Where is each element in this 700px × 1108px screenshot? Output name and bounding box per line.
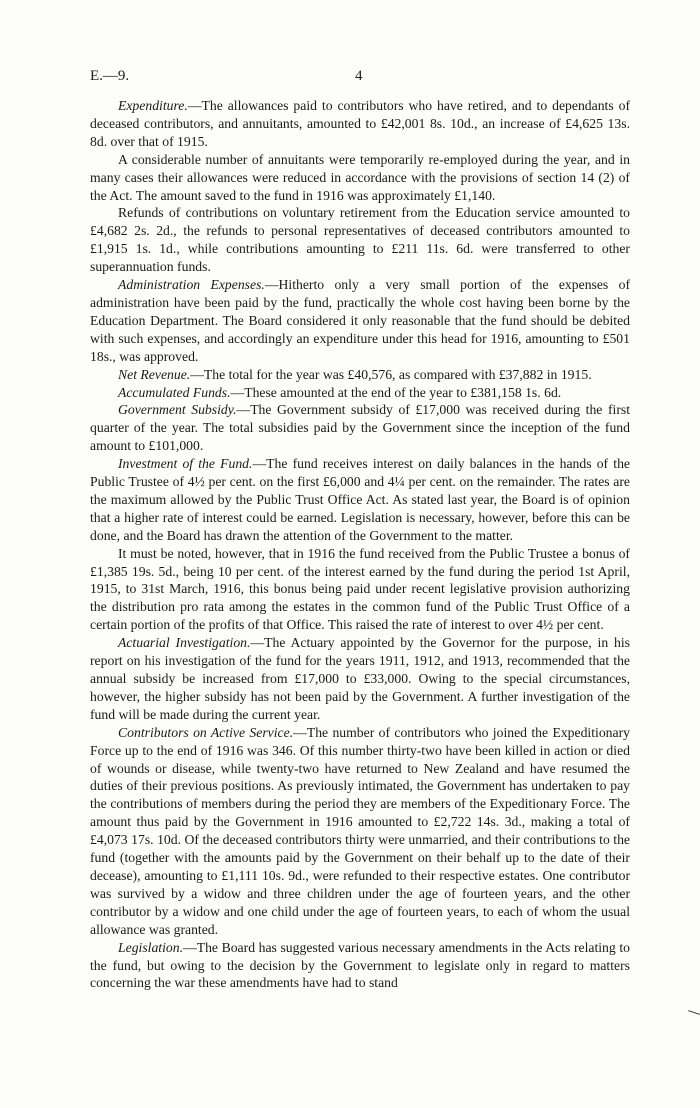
paragraph-text: —The allowances paid to contributors who have retired, and to dependants of deceased contributors, and annuitants, amounted to £42,001 8s. 10d., an increase of £4,625 13s. 8d. over that of 1915. <box>90 98 630 149</box>
paragraph-actuarial-investigation <box>90 634 630 724</box>
paragraph-text: —The Board has suggested various necessary amendments in the Acts relating to the fund, but owing to the decision by the Government to legislate only in regard to matters concerning the war these amendments have had to stand <box>90 939 630 991</box>
document-reference: E.—9. <box>90 68 130 84</box>
paragraph-heading: Government Subsidy. <box>118 402 237 418</box>
paragraph-text: —The number of contributors who joined the Expeditionary Force up to the end of 1916 was 346. Of this number thirty-two have been killed in action or died of wounds or disease, while twenty-two have returned to New Zealand and have resumed the duties of their previous positions. As previously intimated, the Government has undertaken to pay the contributions of members during the period they are members of the Expeditionary Force. The amount thus paid by the Government in 1916 amounted to £2,722 14s. 3d., making a total of £4,073 17s. 10d. Of the deceased contributors thirty were unmarried, and their contributions to the fund (together with the amounts paid by the Government on their behalf up to the date of their decease), amounting to £1,111 10s. 9d., were refunded to their respective estates. One contributor was survived by a widow and three children under the age of fourteen years, and the other contributor by a widow and one child under the age of fourteen years, to each of whom the usual allowance was granted. <box>90 724 630 937</box>
paragraph-annuitants <box>90 151 630 205</box>
paragraph-text: —The total for the year was £40,576, as compared with £37,882 in 1915. <box>190 366 592 382</box>
paragraph-active-service <box>90 724 630 939</box>
paragraph-heading: Legislation. <box>118 939 184 955</box>
paragraph-legislation <box>90 939 630 993</box>
paragraph-heading: Actuarial Investigation. <box>118 635 251 651</box>
paragraph-text: A considerable number of annuitants were temporarily re-employed during the year, and in many cases their allowances were reduced in accordance with the provisions of section 14 (2) of the Act. The amount saved to the fund in 1916 was approximately £1,140. <box>90 151 630 203</box>
paragraph-heading: Net Revenue. <box>118 366 191 382</box>
paragraph-refunds <box>90 204 630 276</box>
paragraph-public-trustee-bonus <box>90 545 630 635</box>
paragraph-text: —These amounted at the end of the year to £381,158 1s. 6d. <box>230 384 562 400</box>
paragraph-text: —Hitherto only a very small portion of the expenses of administration have been paid by the fund, practically the whole cost having been borne by the Education Department. The Board considered it only reasonable that the fund should be debited with such expenses, and accordingly an expenditure under this head for 1916, amounting to £501 18s., was approved. <box>90 277 630 364</box>
paragraph-government-subsidy <box>90 401 630 455</box>
paragraph-text: —The Actuary appointed by the Governor for the purpose, in his report on his investigation of the fund for the years 1911, 1912, and 1913, recommended that the annual subsidy be increased from £17,000 to £33,000. Owing to the special circumstances, however, the higher subsidy has not been paid by the Government. A further investigation of the fund will be made during the current year. <box>90 635 630 722</box>
paragraph-investment <box>90 455 630 545</box>
page-header <box>90 68 630 88</box>
paragraph-text: Refunds of contributions on voluntary retirement from the Education service amounted to £4,682 2s. 2d., the refunds to personal representatives of deceased contributors amounted to £1,915 1s. 1d., while contributions amounting to £211 11s. 6d. were transferred to other superannuation funds. <box>90 205 630 275</box>
scan-edge-mark <box>688 1010 700 1015</box>
paragraph-heading: Administration Expenses. <box>118 277 265 293</box>
paragraph-heading: Accumulated Funds. <box>118 384 231 400</box>
body-text <box>90 97 630 992</box>
paragraph-net-revenue <box>90 366 630 384</box>
paragraph-expenditure <box>90 97 630 151</box>
paragraph-heading: Expenditure. <box>118 98 188 113</box>
paragraph-accumulated-funds <box>90 384 630 402</box>
paragraph-heading: Investment of the Fund. <box>118 456 253 472</box>
paragraph-text: —The fund receives interest on daily balances in the hands of the Public Trustee of 4½ per cent. on the first £6,000 and 4¼ per cent. on the remainder. The rates are the maximum allowed by the Public Trust Office Act. As stated last year, the Board is of opinion that a higher rate of interest could be earned. Legislation is necessary, however, before this can be done, and the Board has drawn the attention of the Government to the matter. <box>90 456 630 543</box>
paragraph-heading: Contributors on Active Service. <box>118 724 294 740</box>
paragraph-administration-expenses <box>90 276 630 366</box>
paragraph-text: It must be noted, however, that in 1916 the fund received from the Public Trustee a bonus of £1,385 19s. 5d., being 10 per cent. of the interest earned by the fund during the period 1st April, 1915, to 31st March, 1916, this bonus being paid under recent legislative provision authorizing the distribution pro rata among the estates in the common fund of the Public Trust Office of a certain portion of the profits of that Office. This raised the rate of interest to over 4½ per cent. <box>90 545 630 633</box>
paragraph-text: —The Government subsidy of £17,000 was received during the first quarter of the year. The total subsidies paid by the Government since the inception of the fund amount to £101,000. <box>90 402 631 454</box>
page-number: 4 <box>355 68 363 84</box>
